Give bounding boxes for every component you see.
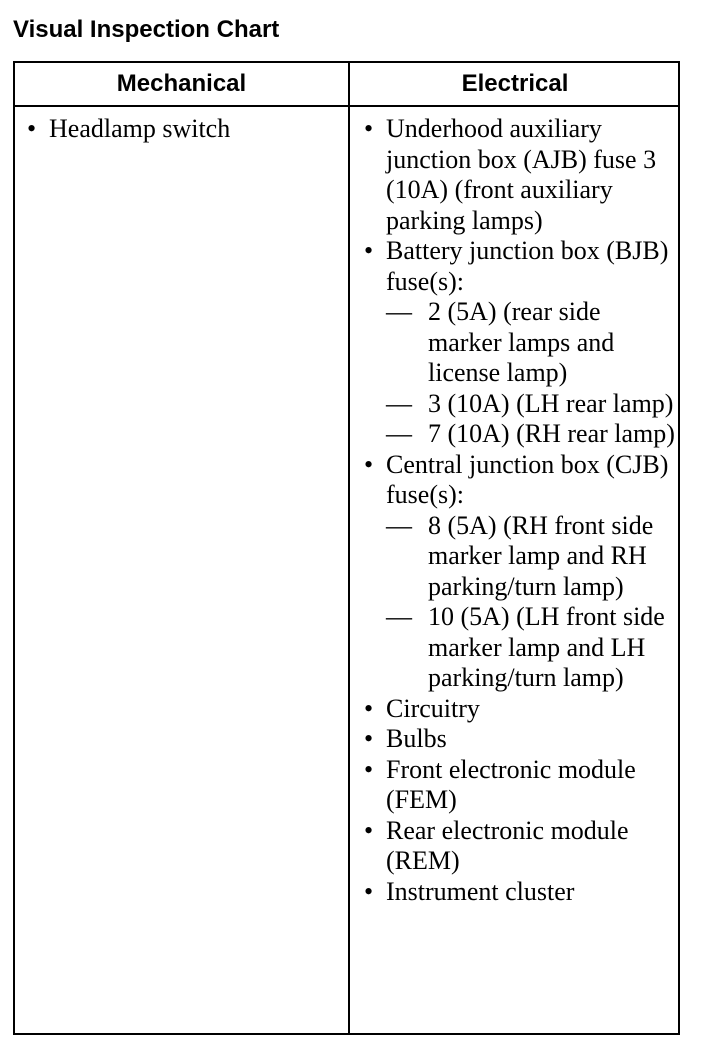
bullet-icon: • xyxy=(364,876,374,906)
list-item-text: Circuitry xyxy=(386,693,480,723)
sub-item-text: 10 (5A) (LH front side marker lamp and LH parking/turn lamp) xyxy=(428,602,665,692)
dash-icon: — xyxy=(386,419,412,448)
bullet-icon: • xyxy=(364,236,374,265)
bullet-icon: • xyxy=(364,693,374,723)
dash-icon: — xyxy=(386,297,412,326)
column-divider xyxy=(348,63,350,1033)
sub-list-item xyxy=(386,511,679,603)
page-title: Visual Inspection Chart xyxy=(13,16,280,43)
list-item-text: Rear electronic module (REM) xyxy=(386,815,629,875)
list-item xyxy=(361,816,679,877)
bullet-icon: • xyxy=(364,815,374,845)
dash-icon: — xyxy=(386,388,412,418)
sub-list-item xyxy=(386,297,679,389)
list-item-text: Bulbs xyxy=(386,724,447,753)
list-item-text: Central junction box (CJB) fuse(s): xyxy=(386,449,669,509)
sub-list-item xyxy=(386,389,679,420)
mechanical-column-header: Mechanical xyxy=(116,70,247,97)
list-item xyxy=(361,755,679,816)
list-item-text: Front electronic module (FEM) xyxy=(386,754,636,814)
sub-list-item xyxy=(386,419,679,450)
list-item xyxy=(24,114,340,145)
sub-list xyxy=(386,511,679,694)
sub-list xyxy=(386,297,679,450)
dash-icon: — xyxy=(386,510,412,540)
sub-item-text: 3 (10A) (LH rear lamp) xyxy=(428,388,674,418)
list-item-text: Headlamp switch xyxy=(49,114,231,143)
inspection-table xyxy=(13,61,680,1035)
bullet-icon: • xyxy=(27,114,37,143)
list-item-text: Instrument cluster xyxy=(386,876,575,906)
list-item xyxy=(361,450,679,694)
list-item-text: Underhood auxiliary junction box (AJB) fuse 3 (10A) (front auxiliary parking lamps) xyxy=(386,114,657,235)
electrical-column-header: Electrical xyxy=(461,70,569,97)
mechanical-list xyxy=(24,114,340,145)
sub-item-text: 8 (5A) (RH front side marker lamp and RH parking/turn lamp) xyxy=(428,510,654,601)
bullet-icon: • xyxy=(364,724,374,753)
dash-icon: — xyxy=(386,602,412,631)
list-item xyxy=(361,236,679,450)
list-item-text: Battery junction box (BJB) fuse(s): xyxy=(386,236,669,296)
header-divider xyxy=(15,105,678,107)
bullet-icon: • xyxy=(364,449,374,479)
sub-list-item xyxy=(386,602,679,694)
list-item xyxy=(361,877,679,908)
list-item xyxy=(361,114,679,236)
sub-item-text: 7 (10A) (RH rear lamp) xyxy=(428,419,675,448)
list-item xyxy=(361,694,679,725)
sub-item-text: 2 (5A) (rear side marker lamps and license lamp) xyxy=(428,297,615,387)
list-item xyxy=(361,724,679,755)
bullet-icon: • xyxy=(364,754,374,784)
bullet-icon: • xyxy=(364,114,374,143)
electrical-list xyxy=(361,114,679,907)
